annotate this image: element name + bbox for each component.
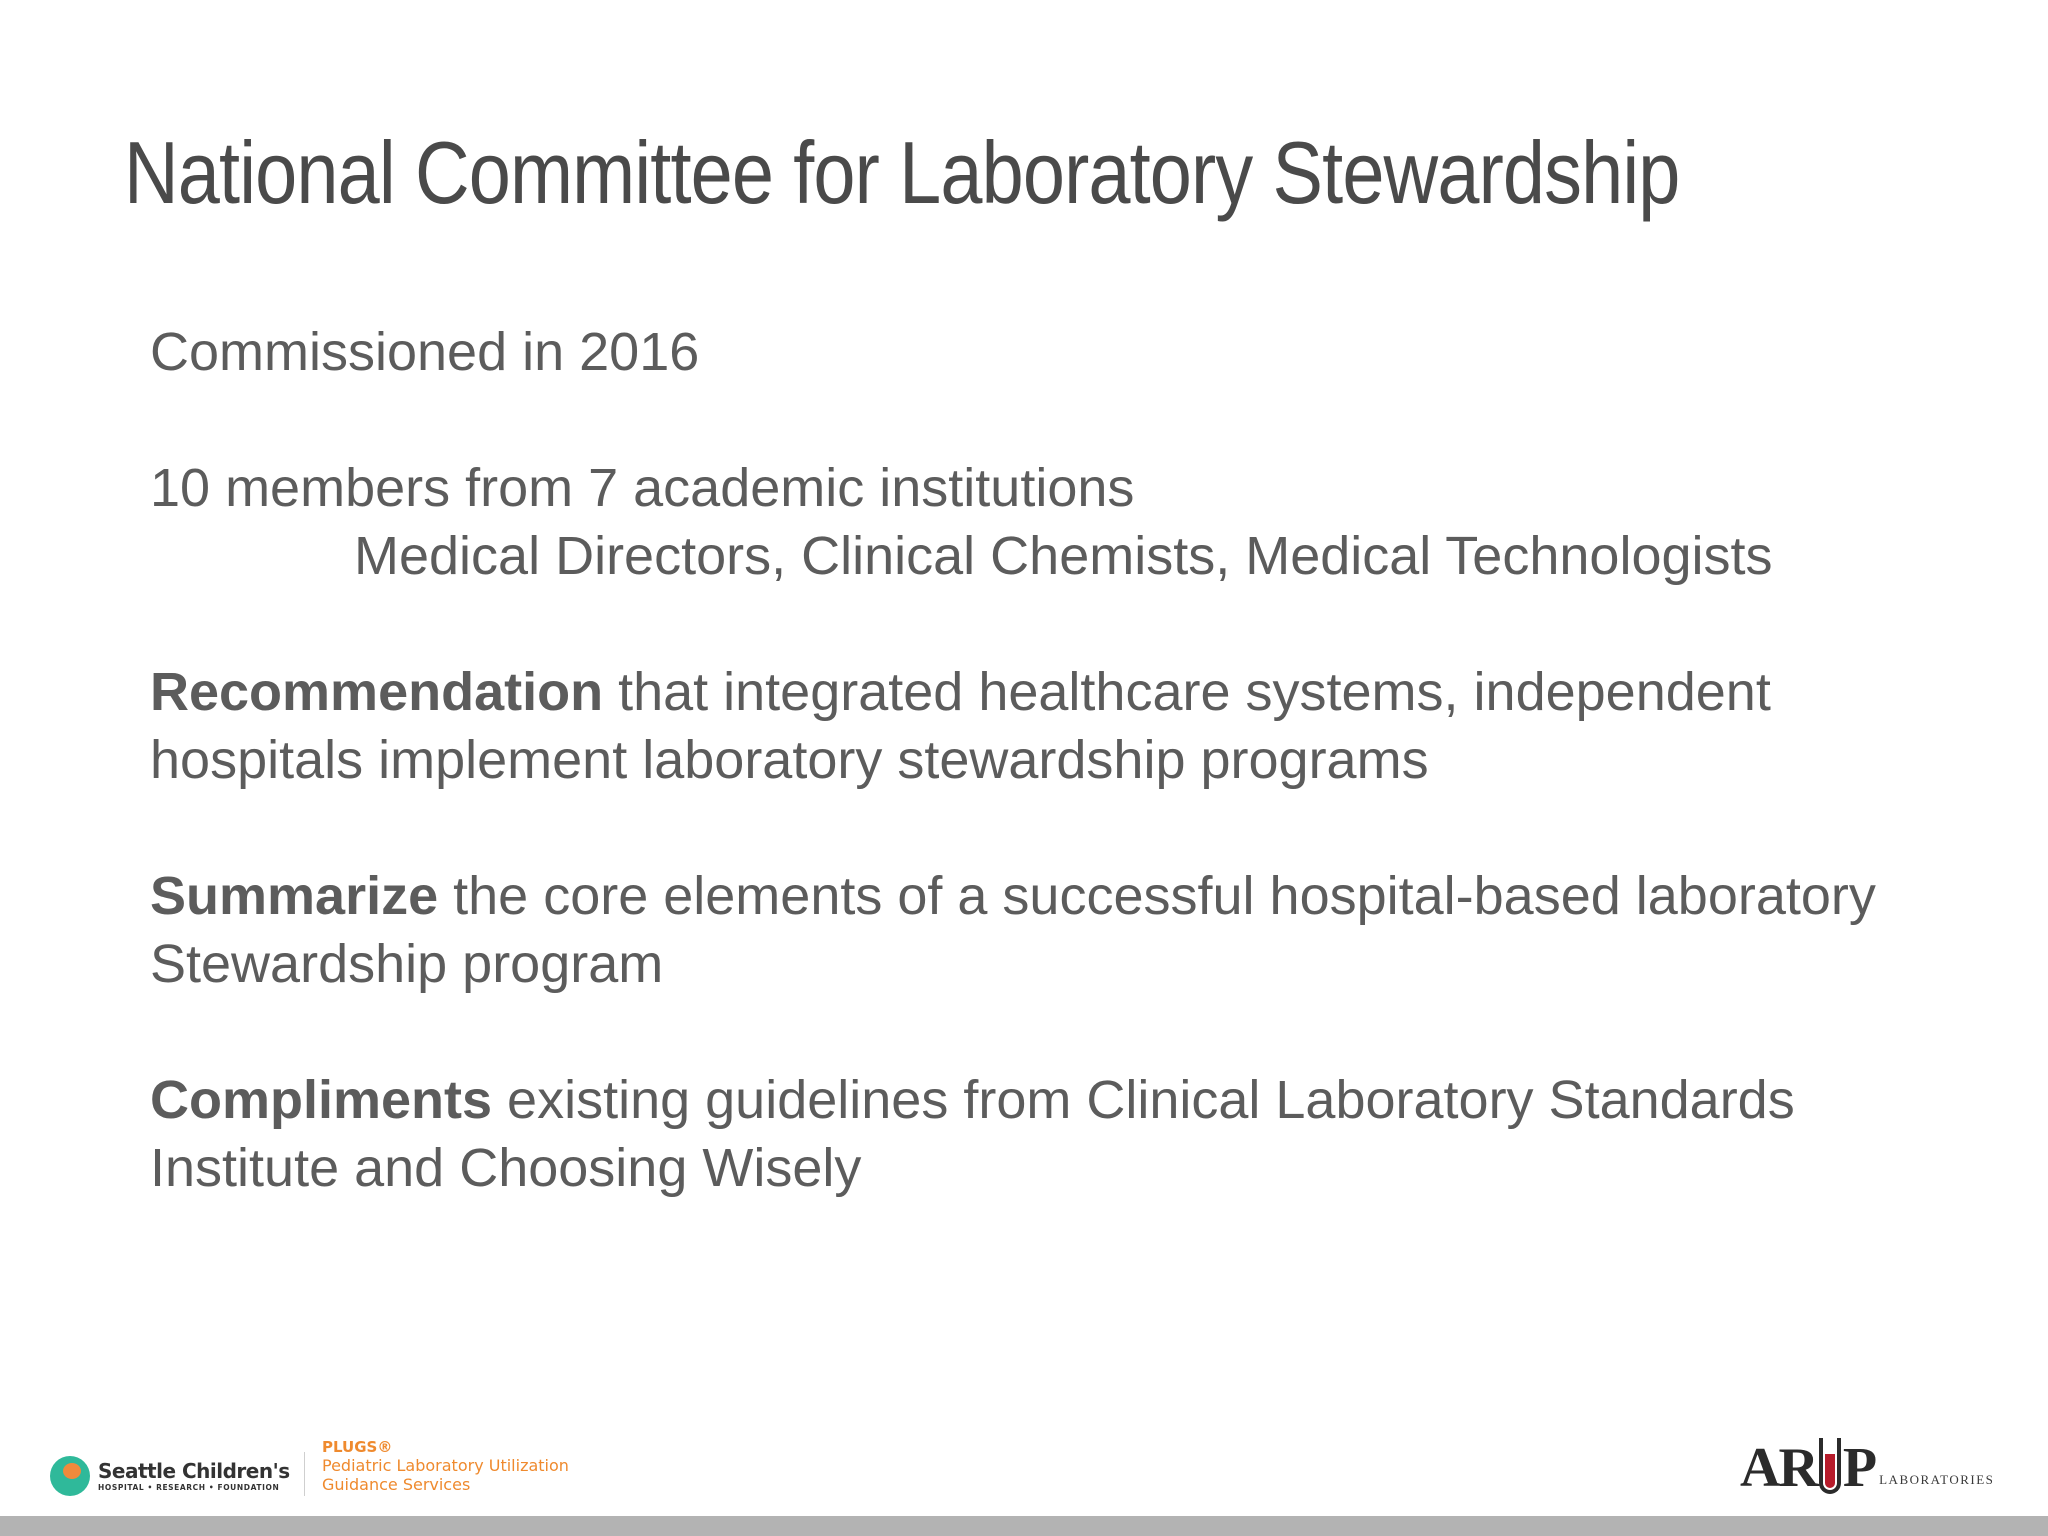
seattle-childrens-logo — [50, 1456, 290, 1496]
commissioned-line: Commissioned in 2016 — [150, 322, 700, 382]
summarize-text: the core elements of a successful hospital-based laboratory Stewardship program — [150, 866, 1876, 994]
arup-laboratories-label: LABORATORIES — [1879, 1472, 1995, 1487]
arup-word-right: P — [1842, 1437, 1876, 1499]
recommendation-text: that integrated healthcare systems, independent hospitals implement laboratory stewardship programs — [150, 662, 1771, 790]
seattle-childrens-subtitle: HOSPITAL • RESEARCH • FOUNDATION — [98, 1483, 280, 1492]
slide-body — [150, 318, 1950, 1202]
compliments-text: existing guidelines from Clinical Laboratory Standards Institute and Choosing Wisely — [150, 1070, 1795, 1198]
plugs-line-2: Guidance Services — [322, 1475, 471, 1494]
logo-divider — [304, 1452, 305, 1496]
arup-logo — [1740, 1438, 1994, 1498]
summarize-label: Summarize — [150, 866, 439, 926]
footer-bar — [0, 1516, 2048, 1536]
seattle-childrens-name: Seattle Children's — [98, 1459, 290, 1483]
recommendation-label: Recommendation — [150, 662, 604, 722]
summarize-paragraph — [150, 862, 1950, 998]
members-line: 10 members from 7 academic institutions — [150, 458, 1135, 518]
plugs-logo — [322, 1438, 569, 1494]
arup-word-left: AR — [1740, 1437, 1817, 1499]
seattle-childrens-whale-icon — [50, 1456, 90, 1496]
slide-title: National Committee for Laboratory Stewardship — [124, 123, 1680, 222]
member-roles-line: Medical Directors, Clinical Chemists, Medical Technologists — [354, 526, 1773, 586]
compliments-label: Compliments — [150, 1070, 493, 1130]
recommendation-paragraph — [150, 658, 1950, 794]
arup-wordmark — [1740, 1438, 1875, 1498]
compliments-paragraph — [150, 1066, 1950, 1202]
plugs-name: PLUGS® — [322, 1438, 393, 1456]
test-tube-icon — [1819, 1438, 1841, 1494]
plugs-line-1: Pediatric Laboratory Utilization — [322, 1456, 569, 1475]
